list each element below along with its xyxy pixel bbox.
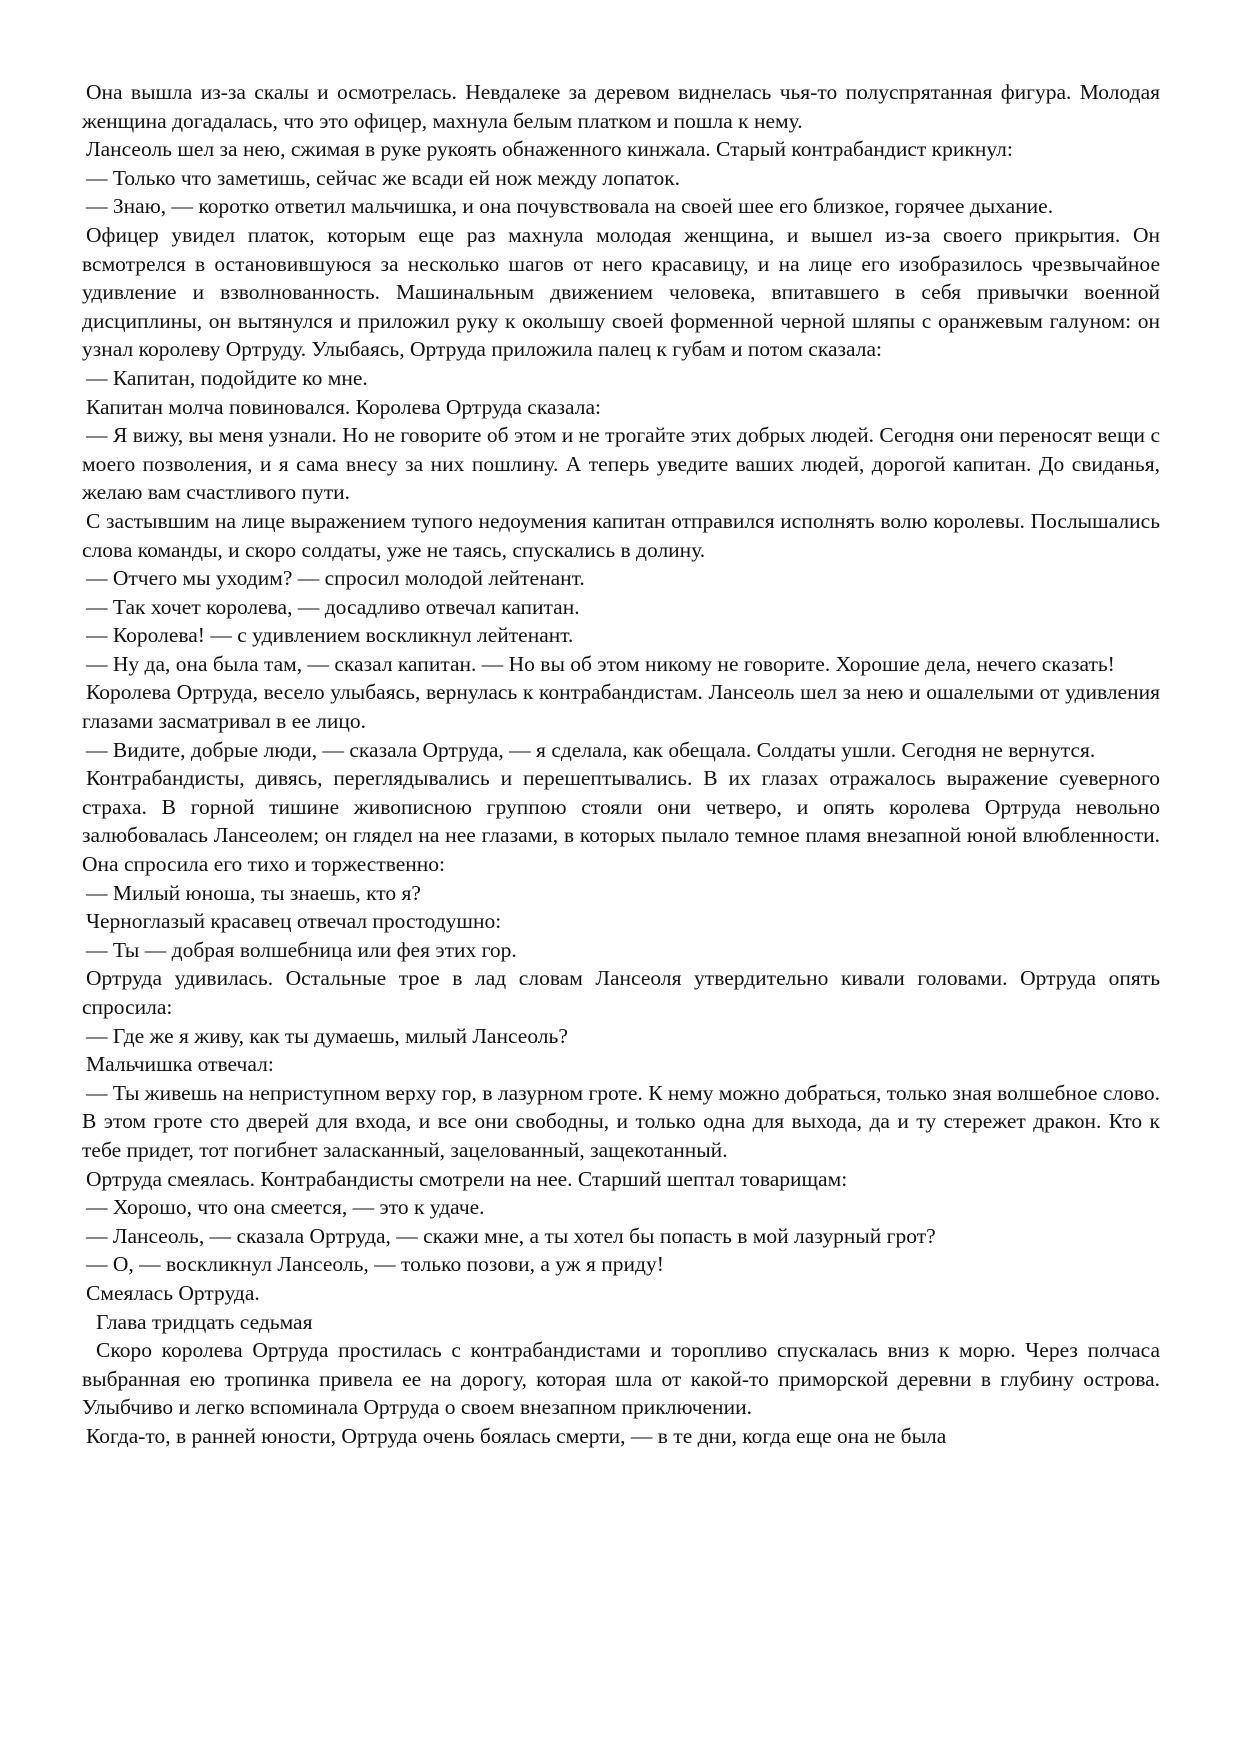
paragraph: — Ну да, она была там, — сказал капитан. — Но вы об этом никому не говорите. Хорошие дела, нечего сказать!: [86, 651, 1115, 676]
paragraph: — Хорошо, что она смеется, — это к удаче.: [86, 1195, 485, 1220]
paragraph: — О, — воскликнул Лансеоль, — только позови, а уж я приду!: [86, 1252, 664, 1277]
paragraph: — Королева! — с удивлением воскликнул лейтенант.: [86, 623, 574, 648]
paragraph: Когда-то, в ранней юности, Ортруда очень боялась смерти, — в те дни, когда еще она не была: [86, 1423, 947, 1448]
paragraph: — Ты — добрая волшебница или фея этих гор.: [86, 937, 517, 962]
paragraph: — Я вижу, вы меня узнали. Но не говорите об этом и не трогайте этих добрых людей. Сегодня они переносят вещи с моего позволения, и я сама внесу за них пошлину. А теперь уведите ваших людей, дорогой капитан. До свиданья, желаю вам счастливого пути.: [82, 423, 1160, 505]
paragraph: — Ты живешь на неприступном верху гор, в лазурном гроте. К нему можно добраться, только зная волшебное слово. В этом гроте сто дверей для входа, и все они свободны, и только одна для выхода, да и ту стережет дракон. Кто к тебе придет, тот погибнет заласканный, зацелованный, защекотанный.: [82, 1080, 1160, 1162]
paragraph: Офицер увидел платок, которым еще раз махнула молодая женщина, и вышел из-за своего прикрытия. Он всмотрелся в остановившуюся за несколько шагов от него красавицу, и на лице его изобразилось чрезвычайное удивление и взволнованность. Машинальным движением человека, впитавшего в себя привычки военной дисциплины, он вытянулся и приложил руку к околышу своей форменной черной шляпы с оранжевым галуном: он узнал королеву Ортруду. Улыбаясь, Ортруда приложила палец к губам и потом сказала:: [82, 222, 1160, 362]
paragraph: — Знаю, — коротко ответил мальчишка, и она почувствовала на своей шее его близкое, горячее дыхание.: [86, 194, 1054, 219]
document-page: [82, 78, 1160, 1451]
paragraph: Контрабандисты, дивясь, переглядывались и перешептывались. В их глазах отражалось выражение суеверного страха. В горной тишине живописною группою стояли они четверо, и опять королева Ортруда невольно залюбовалась Лансеолем; он глядел на нее глазами, в которых пылало темное пламя внезапной юной влюбленности. Она спросила его тихо и торжественно:: [82, 766, 1160, 877]
paragraph: — Милый юноша, ты знаешь, кто я?: [86, 880, 421, 905]
paragraph: — Лансеоль, — сказала Ортруда, — скажи мне, а ты хотел бы попасть в мой лазурный грот?: [86, 1223, 936, 1248]
paragraph: — Видите, добрые люди, — сказала Ортруда, — я сделала, как обещала. Солдаты ушли. Сегодня не вернутся.: [86, 737, 1096, 762]
paragraph: Королева Ортруда, весело улыбаясь, вернулась к контрабандистам. Лансеоль шел за нею и ошалелыми от удивления глазами засматривал в ее лицо.: [82, 680, 1160, 734]
paragraph: С застывшим на лице выражением тупого недоумения капитан отправился исполнять волю королевы. Послышались слова команды, и скоро солдаты, уже не таясь, спускались в долину.: [82, 508, 1160, 562]
chapter-heading: Глава тридцать седьмая: [96, 1309, 313, 1334]
paragraph: Черноглазый красавец отвечал простодушно:: [86, 909, 502, 934]
paragraph: Капитан молча повиновался. Королева Ортруда сказала:: [86, 394, 601, 419]
paragraph: Ортруда смеялась. Контрабандисты смотрели на нее. Старший шептал товарищам:: [86, 1166, 848, 1191]
paragraph: — Капитан, подойдите ко мне.: [86, 365, 368, 390]
paragraph: Лансеоль шел за нею, сжимая в руке рукоять обнаженного кинжала. Старый контрабандист крикнул:: [86, 137, 1013, 162]
paragraph: — Отчего мы уходим? — спросил молодой лейтенант.: [86, 566, 585, 591]
paragraph: — Только что заметишь, сейчас же всади ей нож между лопаток.: [86, 165, 681, 190]
paragraph: Смеялась Ортруда.: [86, 1280, 260, 1305]
paragraph: Мальчишка отвечал:: [86, 1052, 274, 1077]
paragraph: — Где же я живу, как ты думаешь, милый Лансеоль?: [86, 1023, 568, 1048]
paragraph: — Так хочет королева, — досадливо отвечал капитан.: [86, 594, 580, 619]
paragraph: Скоро королева Ортруда простилась с контрабандистами и торопливо спускалась вниз к морю. Через полчаса выбранная ею тропинка привела ее на дорогу, которая шла от какой-то приморской деревни в глубину острова. Улыбчиво и легко вспоминала Ортруда о своем внезапном приключении.: [82, 1338, 1160, 1420]
paragraph: Ортруда удивилась. Остальные трое в лад словам Лансеоля утвердительно кивали головами. Ортруда опять спросила:: [82, 966, 1160, 1019]
paragraph: Она вышла из-за скалы и осмотрелась. Невдалеке за деревом виднелась чья-то полуспрятанная фигура. Молодая женщина догадалась, что это офицер, махнула белым платком и пошла к нему.: [82, 80, 1160, 133]
